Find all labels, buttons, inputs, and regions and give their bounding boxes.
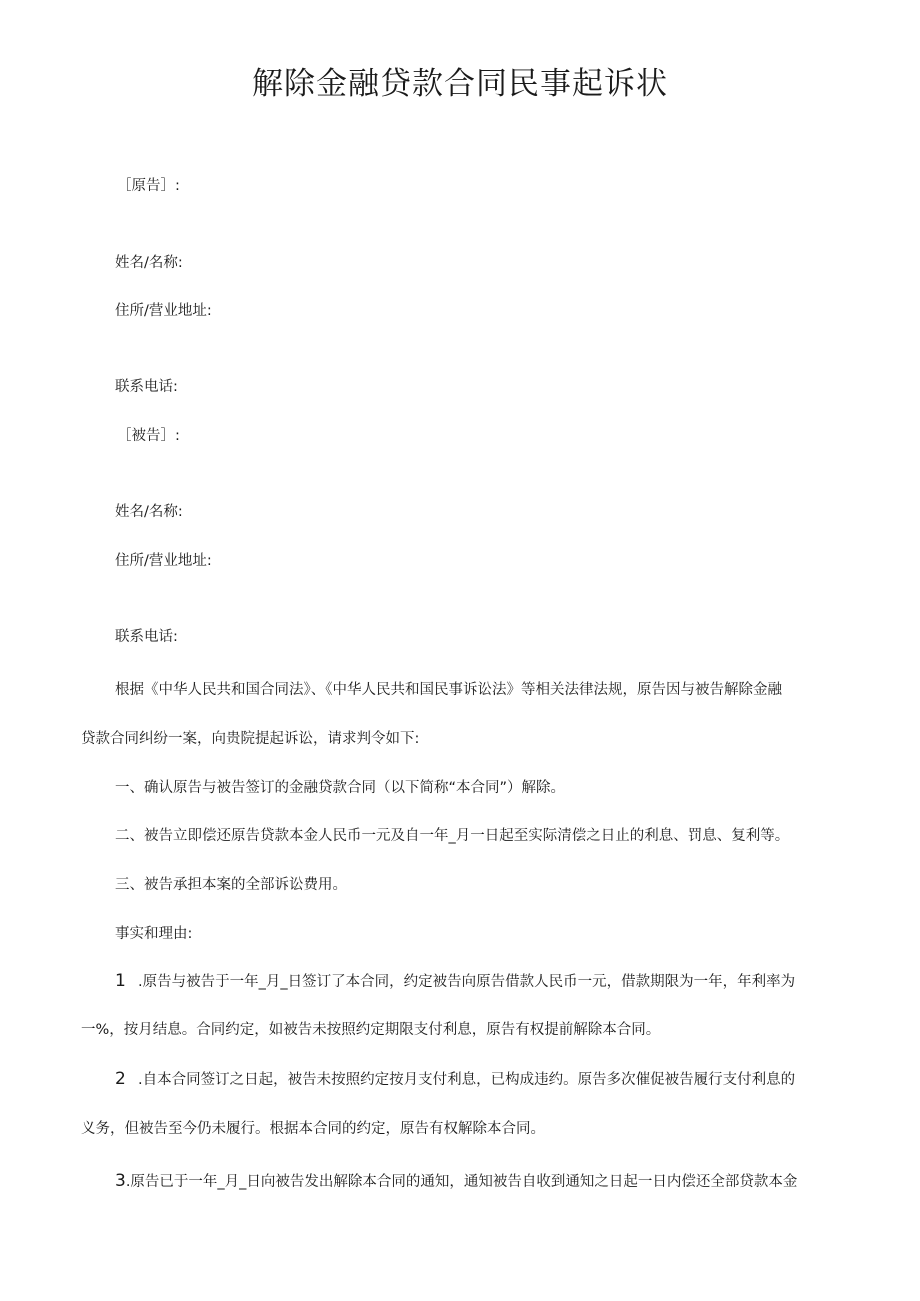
plaintiff-phone-label: 联系电话: (115, 379, 178, 395)
fact-3-line-1 (115, 1171, 797, 1192)
fact-2-line-2: 义务，但被告至今仍未履行。根据本合同的约定，原告有权解除本合同。 (81, 1121, 545, 1137)
plaintiff-address-label: 住所/营业地址: (115, 303, 212, 319)
fact-3-text: .原告已于一年_月_日向被告发出解除本合同的通知，通知被告自收到通知之日起一日内偿还全部贷款本金 (125, 1174, 798, 1190)
fact-2-line-1 (115, 1069, 795, 1090)
claim-item-1: 一、确认原告与被告签订的金融贷款合同（以下简称“本合同”）解除。 (115, 780, 566, 796)
plaintiff-header: ［原告］: (117, 178, 180, 194)
fact-1-number: 1 (115, 971, 126, 991)
defendant-header: ［被告］: (117, 428, 180, 444)
plaintiff-name-label: 姓名/名称: (115, 255, 183, 271)
claim-item-2: 二、被告立即偿还原告贷款本金人民币一元及自一年_月一日起至实际清偿之日止的利息、罚息、复利等。 (115, 828, 790, 844)
defendant-phone-label: 联系电话: (115, 629, 178, 645)
facts-heading: 事实和理由: (115, 926, 193, 942)
fact-2-number: 2 (115, 1069, 126, 1089)
fact-3-number: 3 (115, 1171, 126, 1191)
fact-1-line-1 (115, 971, 795, 992)
intro-line-1: 根据《中华人民共和国合同法》、《中华人民共和国民事诉讼法》等相关法律法规，原告因与被告解除金融 (115, 682, 782, 698)
fact-2-text: .自本合同签订之日起，被告未按照约定按月支付利息，已构成违约。原告多次催促被告履行支付利息的 (138, 1072, 796, 1088)
defendant-name-label: 姓名/名称: (115, 504, 183, 520)
fact-1-text: .原告与被告于一年_月_日签订了本合同，约定被告向原告借款人民币一元，借款期限为一年，年利率为 (138, 974, 796, 990)
fact-1-line-2: 一%，按月结息。合同约定，如被告未按照约定期限支付利息，原告有权提前解除本合同。 (81, 1022, 661, 1038)
document-title: 解除金融贷款合同民事起诉状 (252, 66, 668, 102)
defendant-address-label: 住所/营业地址: (115, 553, 212, 569)
intro-line-2: 贷款合同纠纷一案，向贵院提起诉讼，请求判令如下: (81, 731, 420, 747)
claim-item-3: 三、被告承担本案的全部诉讼费用。 (115, 877, 347, 893)
